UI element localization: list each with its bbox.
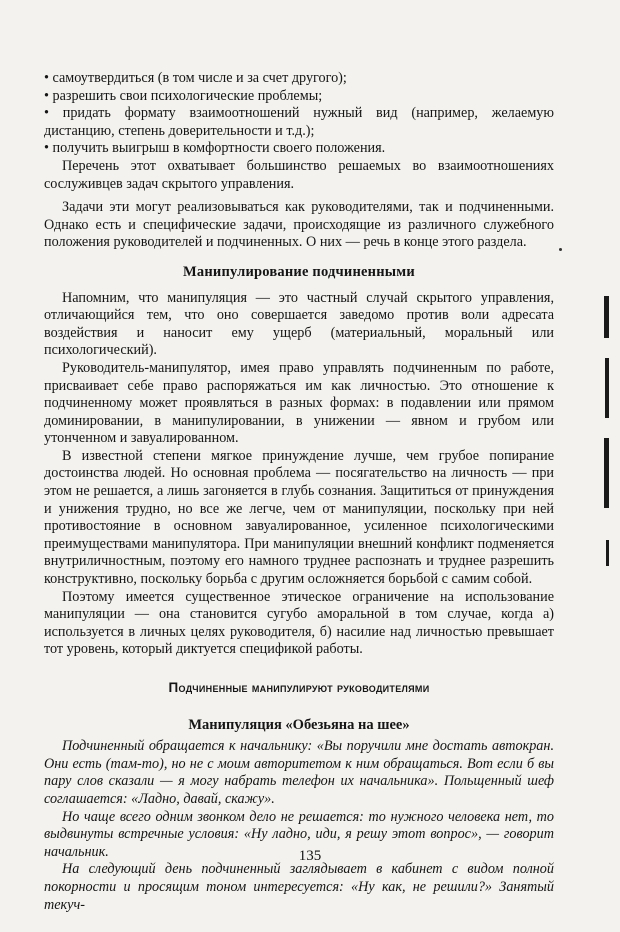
scan-artifact <box>605 358 609 418</box>
paragraph: Задачи эти могут реализовываться как руководителями, так и подчиненными. Однако есть и специфические задачи, происходящие из различного служебного положения руководителей и подчиненных. О них — речь в конце этого раздела. <box>44 199 554 251</box>
subsection-heading: Манипуляция «Обезьяна на шее» <box>188 716 410 733</box>
scan-artifact <box>604 296 609 338</box>
italic-paragraph: Подчиненный обращается к начальнику: «Вы поручили мне достать автокран. Они есть (там-то), но не с моим авторитетом к ним обращаться. Вот если б вы пару слов сказали — я могу набрать телефон их начальника». Польщенный шеф соглашается: «Ладно, давай, скажу». <box>44 738 554 807</box>
bullet-item: • получить выигрыш в комфортности своего положения. <box>44 140 386 157</box>
scan-artifact <box>604 438 609 508</box>
section-heading: Манипулирование подчиненными <box>183 263 415 280</box>
scan-speck <box>559 248 562 251</box>
italic-paragraph: На следующий день подчиненный заглядывает в кабинет с видом полной покорности и просящим тоном интересуется: «Ну как, не решили?» Занятый текуч- <box>44 861 554 913</box>
bullet-item: • придать формату взаимоотношений нужный вид (например, желаемую дистанцию, степень доверительности и т.д.); <box>44 105 554 139</box>
paragraph: В известной степени мягкое принуждение лучше, чем грубое попирание достоинства людей. Но основная проблема — посягательство на личность — при этом не решается, а лишь загоняется в глубь сознания. Защититься от принуждения и унижения трудно, но все же легче, чем от манипуляции, поскольку при ней противостояние в основном завуалированное, усиленное психологическими преимуществами манипулятора. При манипуляции внешний конфликт подменяется внутриличностным, поэтому его намного труднее распознать и труднее разрешить конструктивно, поскольку борьба с другим осложняется борьбой с самим собой. <box>44 447 554 588</box>
paragraph: Руководитель-манипулятор, имея право управлять подчиненным по работе, присваивает себе право распоряжаться им как личностью. Это отношение к подчиненному может проявляться в разных формах: в подавлении или прямом доминировании, в манипулировании, в унижении — явном и грубом или утонченном и завуалированном. <box>44 359 554 447</box>
text-column <box>44 70 554 914</box>
bullet-item: • самоутвердиться (в том числе и за счет другого); <box>44 70 347 86</box>
chapter-heading: Подчиненные манипулируют руководителями <box>168 680 430 695</box>
page-number: 135 <box>298 848 322 864</box>
paragraph: Поэтому имеется существенное этическое ограничение на использование манипуляции — она становится сугубо аморальной в том случае, когда а) используется в личных целях руководителя, б) насилие над личностью превышает тот уровень, который диктуется спецификой работы. <box>44 588 554 658</box>
paragraph: Напомним, что манипуляция — это частный случай скрытого управления, отличающийся тем, что оно совершается заведомо против воли адресата воздействия и наносит ему ущерб (материальный, моральный или психологический). <box>44 289 554 359</box>
bullet-item: • разрешить свои психологические проблемы; <box>44 87 323 104</box>
italic-paragraph: Но чаще всего одним звонком дело не решается: то нужного человека нет, то выдвинуты встречные условия: «Ну ладно, иди, я решу этот вопрос», — говорит начальник. <box>44 808 554 860</box>
scan-artifact <box>606 540 609 566</box>
paragraph: Перечень этот охватывает большинство решаемых во взаимоотношениях сослуживцев задач скрытого управления. <box>44 157 554 192</box>
